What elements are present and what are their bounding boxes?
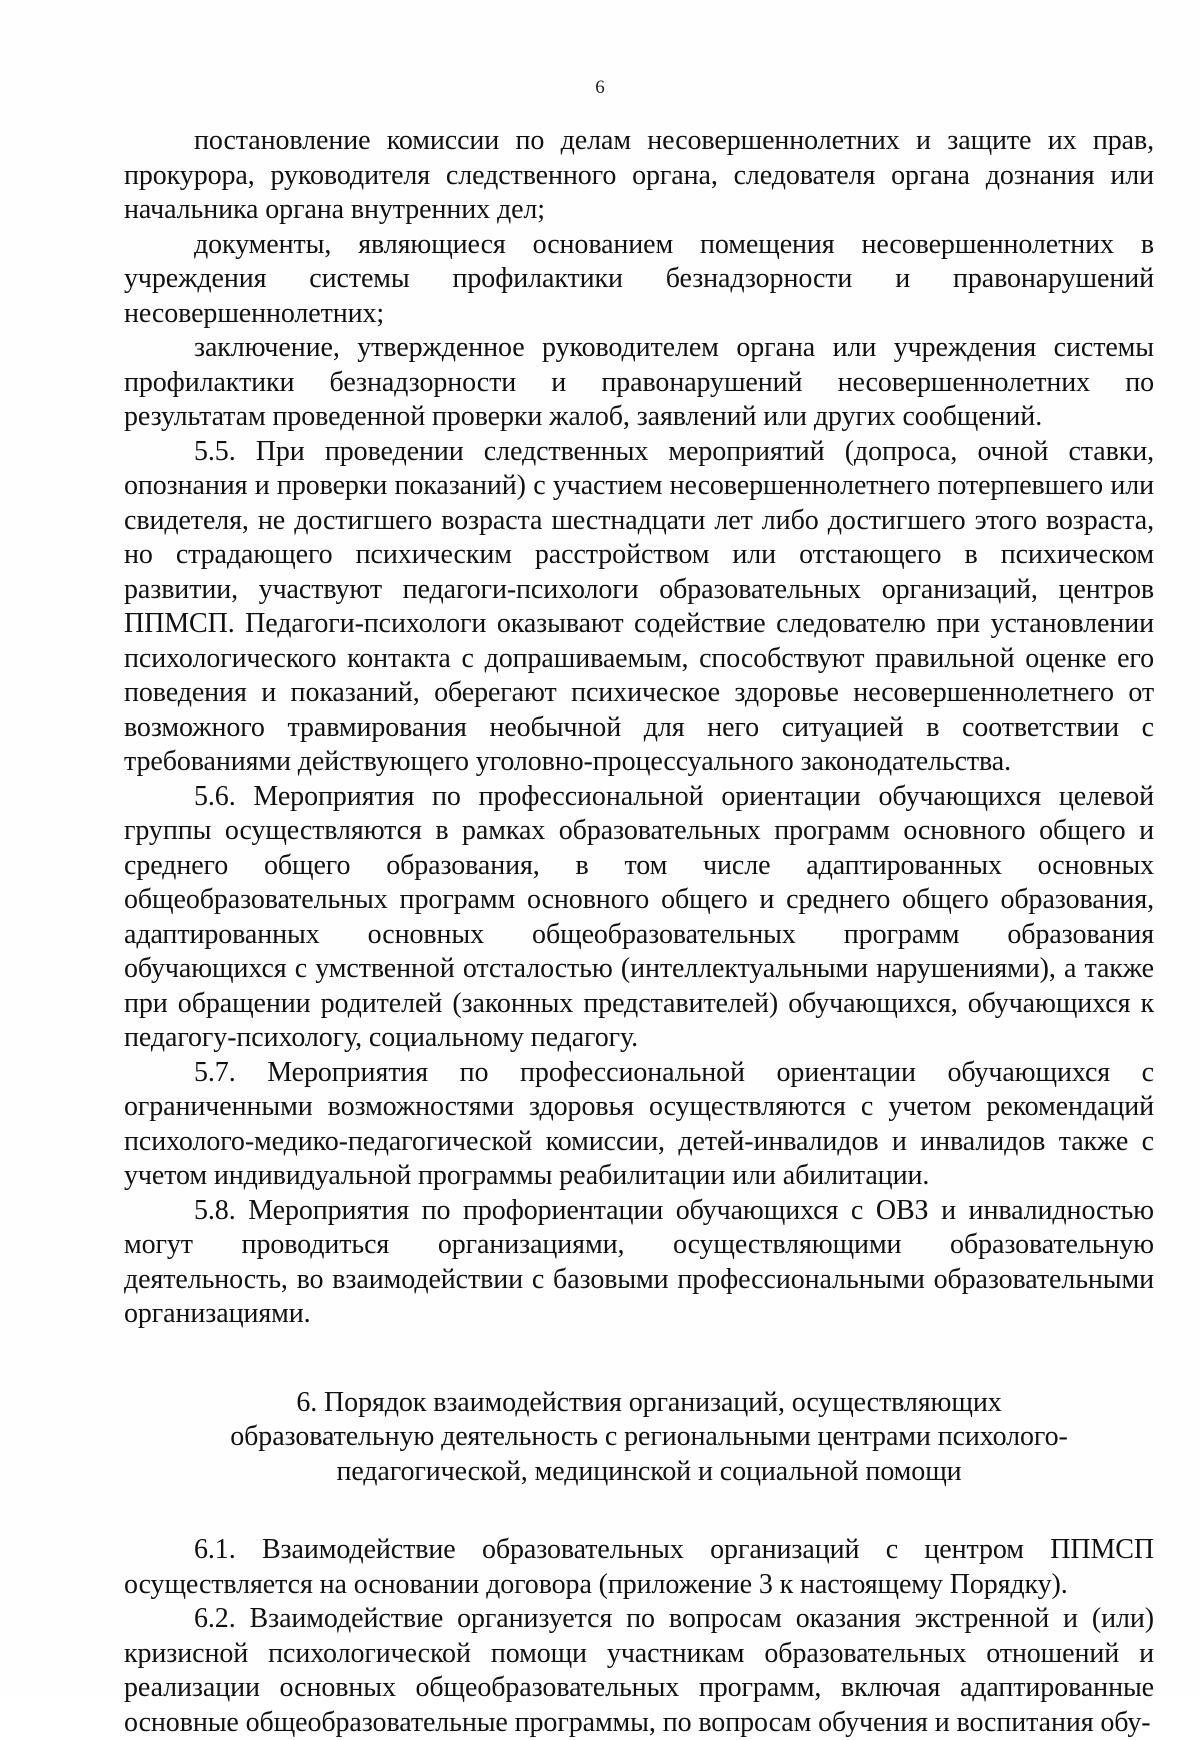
paragraph-5-7: 5.7. Мероприятия по профессиональной ориентации обучающихся с ограниченными возможностями здоровья осуществляются с учетом рекомендаций психолого-медико-педагогической комиссии, детей-инвалидов и инвалидов также с учетом индивидуальной программы реабилитации или абилитации.	[124, 1056, 1154, 1191]
section-heading: 6. Порядок взаимодействия организаций, осуществляющих образовательную деятельность с региональными центрами психолого-педагогической, медицинской и социальной помощи	[230, 1386, 1068, 1487]
paragraph: заключение, утвержденное руководителем органа или учреждения системы профилактики безнадзорности и правонарушений несовершеннолетних по результатам проведенной проверки жалоб, заявлений или других сообщений.	[124, 332, 1154, 432]
paragraph-5-8: 5.8. Мероприятия по профориентации обучающихся с ОВЗ и инвалидностью могут проводиться организациями, осуществляющими образовательную деятельность, во взаимодействии с базовыми профессиональными образовательными организациями.	[124, 1194, 1154, 1329]
paragraph: документы, являющиеся основанием помещения несовершеннолетних в учреждения системы профилактики безнадзорности и правонарушений несовершеннолетних;	[124, 228, 1154, 329]
paragraph: постановление комиссии по делам несовершеннолетних и защите их прав, прокурора, руководителя следственного органа, следователя органа дознания или начальника органа внутренних дел;	[124, 125, 1154, 225]
page-number: 6	[595, 77, 605, 98]
paragraph-5-5: 5.5. При проведении следственных мероприятий (допроса, очной ставки, опознания и проверки показаний) с участием несовершеннолетнего потерпевшего или свидетеля, не достигшего возраста шестнадцати лет либо достигшего этого возраста, но страдающего психическим расстройством или отстающего в психическом развитии, участвуют педагоги-психологи образовательных организаций, центров ППМСП. Педагоги-психологи оказывают содействие следователю при установлении психологического контакта с допрашиваемым, способствуют правильной оценке его поведения и показаний, оберегают психическое здоровье несовершеннолетнего от возможного травмирования необычной для него ситуацией в соответствии с требованиями действующего уголовно-процессуального законодательства.	[124, 435, 1154, 777]
document-body	[124, 124, 1154, 1740]
paragraph-5-6: 5.6. Мероприятия по профессиональной ориентации обучающихся целевой группы осуществляются в рамках образовательных программ основного общего и среднего общего образования, в том числе адаптированных основных общеобразовательных программ основного общего и среднего общего образования, адаптированных основных общеобразовательных программ образования обучающихся с умственной отсталостью (интеллектуальными нарушениями), а также при обращении родителей (законных представителей) обучающихся, обучающихся к педагогу-психологу, социальному педагогу.	[124, 780, 1154, 1053]
paragraph-6-2: 6.2. Взаимодействие организуется по вопросам оказания экстренной и (или) кризисной психологической помощи участникам образовательных отношений и реализации основных общеобразовательных программ, включая адаптированные основные общеобразовательные программы, по вопросам обучения и воспитания обу-	[124, 1603, 1154, 1738]
paragraph-6-1: 6.1. Взаимодействие образовательных организаций с центром ППМСП осуществляется на основании договора (приложение 3 к настоящему Порядку).	[124, 1534, 1154, 1600]
